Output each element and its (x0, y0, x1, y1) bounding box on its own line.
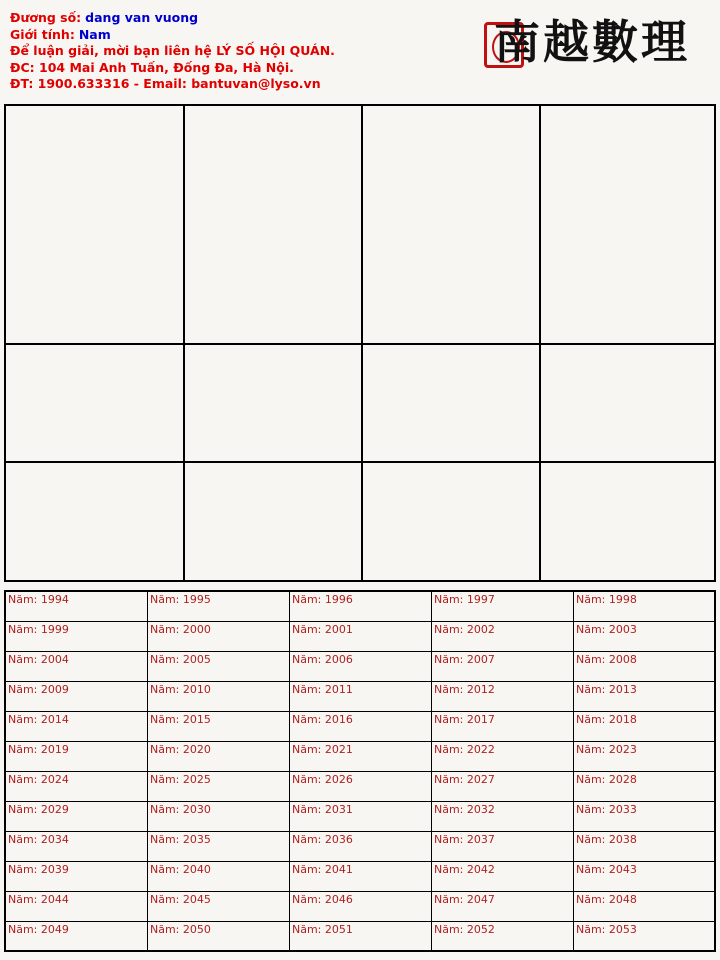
year-cell (574, 712, 714, 742)
year-cell (6, 772, 148, 802)
year-cell (148, 682, 290, 712)
year-cell (6, 862, 148, 892)
year-cell (290, 922, 432, 952)
year-number (292, 923, 353, 936)
year-value: 2018 (605, 713, 637, 726)
year-label: Năm: (434, 743, 464, 756)
year-cell (432, 622, 574, 652)
year-cell (432, 652, 574, 682)
year-number (8, 893, 69, 906)
year-value: 2025 (179, 773, 211, 786)
year-number (434, 743, 495, 756)
year-number (576, 653, 637, 666)
year-cell (6, 652, 148, 682)
year-value: 2047 (463, 893, 495, 906)
year-cell (6, 892, 148, 922)
year-value: 2045 (179, 893, 211, 906)
dai-van-cell (362, 462, 540, 580)
year-cell (290, 832, 432, 862)
year-number (434, 893, 495, 906)
year-value: 2036 (321, 833, 353, 846)
year-label: Năm: (150, 773, 180, 786)
year-label: Năm: (434, 773, 464, 786)
year-label: Năm: (8, 893, 38, 906)
year-value: 2039 (37, 863, 69, 876)
year-number (292, 713, 353, 726)
year-number (150, 773, 211, 786)
year-number (292, 743, 353, 756)
year-number (150, 863, 211, 876)
year-cell (290, 862, 432, 892)
year-label: Năm: (434, 923, 464, 936)
year-label: Năm: (8, 743, 38, 756)
year-number (434, 863, 495, 876)
gender-label: Giới tính: (10, 26, 75, 42)
year-cell (6, 592, 148, 622)
year-number (292, 623, 353, 636)
year-cell (574, 682, 714, 712)
year-label: Năm: (292, 683, 322, 696)
year-label: Năm: (434, 653, 464, 666)
year-label: Năm: (434, 623, 464, 636)
year-cell (574, 862, 714, 892)
year-number (434, 803, 495, 816)
year-number (8, 683, 69, 696)
year-label: Năm: (292, 653, 322, 666)
year-label: Năm: (8, 653, 38, 666)
year-cell (148, 802, 290, 832)
year-value: 2053 (605, 923, 637, 936)
year-number (434, 593, 495, 606)
year-number (292, 893, 353, 906)
year-value: 2026 (321, 773, 353, 786)
year-number (150, 683, 211, 696)
year-label: Năm: (292, 863, 322, 876)
dai-van-cell (184, 344, 362, 462)
year-label: Năm: (150, 713, 180, 726)
year-cell (432, 592, 574, 622)
year-cell (432, 922, 574, 952)
year-cell (574, 592, 714, 622)
year-cell (148, 862, 290, 892)
year-cell (574, 652, 714, 682)
year-number (434, 683, 495, 696)
year-number (434, 623, 495, 636)
phone-line: ĐT: 1900.633316 - Email: bantuvan@lyso.vn (10, 76, 321, 91)
year-cell (6, 622, 148, 652)
year-cell (6, 802, 148, 832)
year-number (576, 833, 637, 846)
year-cell (574, 742, 714, 772)
year-label: Năm: (292, 803, 322, 816)
contact-line: Để luận giải, mời bạn liên hệ LÝ SỐ HỘI QUÁN. (10, 43, 335, 58)
year-number (150, 593, 211, 606)
year-value: 2041 (321, 863, 353, 876)
year-label: Năm: (576, 803, 606, 816)
year-number (576, 893, 637, 906)
owner-label: Đương số: (10, 10, 82, 25)
year-number (292, 683, 353, 696)
year-number (292, 653, 353, 666)
year-label: Năm: (150, 593, 180, 606)
year-value: 2009 (37, 683, 69, 696)
year-label: Năm: (576, 623, 606, 636)
year-value: 2043 (605, 863, 637, 876)
year-number (292, 863, 353, 876)
year-cell (574, 772, 714, 802)
year-cell (148, 592, 290, 622)
gender-row (10, 27, 470, 44)
year-value: 2046 (321, 893, 353, 906)
year-cell (432, 712, 574, 742)
year-number (8, 743, 69, 756)
gender-value: Nam (78, 26, 111, 42)
year-label: Năm: (150, 863, 180, 876)
year-cell (148, 922, 290, 952)
year-number (8, 713, 69, 726)
year-label: Năm: (292, 713, 322, 726)
year-value: 2052 (463, 923, 495, 936)
year-cell (148, 742, 290, 772)
year-value: 2030 (179, 803, 211, 816)
year-value: 2014 (37, 713, 69, 726)
year-value: 2033 (605, 803, 637, 816)
year-value: 2048 (605, 893, 637, 906)
year-label: Năm: (150, 893, 180, 906)
year-value: 2028 (605, 773, 637, 786)
brand-logo-text: 南越數理 (494, 15, 690, 69)
year-cell (290, 682, 432, 712)
year-label: Năm: (8, 863, 38, 876)
year-label: Năm: (576, 923, 606, 936)
year-label: Năm: (292, 923, 322, 936)
year-cell (6, 832, 148, 862)
year-cell (148, 892, 290, 922)
year-cell (6, 742, 148, 772)
year-value: 2003 (605, 623, 637, 636)
year-value: 2011 (321, 683, 353, 696)
dai-van-cell (540, 344, 718, 462)
year-label: Năm: (576, 773, 606, 786)
year-number (434, 773, 495, 786)
year-number (8, 833, 69, 846)
year-value: 2024 (37, 773, 69, 786)
year-label: Năm: (150, 803, 180, 816)
year-number (150, 803, 211, 816)
year-value: 2006 (321, 653, 353, 666)
year-number (576, 773, 637, 786)
year-label: Năm: (8, 593, 38, 606)
year-label: Năm: (434, 683, 464, 696)
dai-van-cell (6, 462, 184, 580)
year-cell (148, 712, 290, 742)
year-value: 2042 (463, 863, 495, 876)
year-value: 2020 (179, 743, 211, 756)
pillar-cell (540, 106, 718, 344)
year-number (150, 743, 211, 756)
year-cell (574, 922, 714, 952)
year-number (292, 593, 353, 606)
year-number (576, 743, 637, 756)
year-label: Năm: (292, 833, 322, 846)
year-label: Năm: (434, 863, 464, 876)
year-cell (290, 712, 432, 742)
year-value: 2005 (179, 653, 211, 666)
year-label: Năm: (8, 623, 38, 636)
year-value: 2019 (37, 743, 69, 756)
year-number (434, 713, 495, 726)
bazi-chart-grid (4, 104, 716, 582)
year-number (434, 653, 495, 666)
year-label: Năm: (292, 893, 322, 906)
year-label: Năm: (8, 683, 38, 696)
year-value: 2031 (321, 803, 353, 816)
year-number (292, 773, 353, 786)
year-label: Năm: (576, 743, 606, 756)
brand-logo (478, 8, 714, 70)
year-cell (432, 802, 574, 832)
year-label: Năm: (576, 893, 606, 906)
year-number (434, 833, 495, 846)
year-cell (148, 832, 290, 862)
year-label: Năm: (8, 833, 38, 846)
year-cell (290, 802, 432, 832)
year-cell (290, 622, 432, 652)
chart-header (10, 10, 470, 93)
annual-luck-table (4, 590, 716, 952)
year-value: 1996 (321, 593, 353, 606)
year-value: 2044 (37, 893, 69, 906)
year-value: 1999 (37, 623, 69, 636)
year-number (576, 623, 637, 636)
year-number (8, 623, 69, 636)
year-cell (432, 772, 574, 802)
year-value: 2027 (463, 773, 495, 786)
year-label: Năm: (434, 713, 464, 726)
year-label: Năm: (434, 833, 464, 846)
year-label: Năm: (434, 593, 464, 606)
year-label: Năm: (150, 833, 180, 846)
year-value: 2050 (179, 923, 211, 936)
address-line: ĐC: 104 Mai Anh Tuấn, Đống Đa, Hà Nội. (10, 59, 294, 75)
year-label: Năm: (8, 803, 38, 816)
dai-van-cell (184, 462, 362, 580)
year-cell (574, 832, 714, 862)
year-number (576, 863, 637, 876)
year-cell (432, 742, 574, 772)
year-value: 2049 (37, 923, 69, 936)
year-number (292, 833, 353, 846)
year-label: Năm: (576, 653, 606, 666)
year-value: 2032 (463, 803, 495, 816)
year-label: Năm: (576, 593, 606, 606)
year-number (150, 623, 211, 636)
year-number (8, 863, 69, 876)
year-number (576, 593, 637, 606)
year-label: Năm: (150, 743, 180, 756)
year-value: 2040 (179, 863, 211, 876)
year-cell (574, 892, 714, 922)
year-label: Năm: (434, 803, 464, 816)
year-value: 2051 (321, 923, 353, 936)
pillar-cell (184, 106, 362, 344)
year-number (150, 923, 211, 936)
pillar-cell (6, 106, 184, 344)
year-label: Năm: (292, 743, 322, 756)
year-cell (574, 622, 714, 652)
year-value: 2001 (321, 623, 353, 636)
year-number (150, 713, 211, 726)
year-value: 2015 (179, 713, 211, 726)
year-value: 2022 (463, 743, 495, 756)
year-cell (6, 682, 148, 712)
year-value: 2002 (463, 623, 495, 636)
year-cell (432, 862, 574, 892)
year-label: Năm: (292, 773, 322, 786)
year-label: Năm: (150, 653, 180, 666)
year-label: Năm: (8, 923, 38, 936)
year-number (434, 923, 495, 936)
year-label: Năm: (292, 593, 322, 606)
year-number (576, 683, 637, 696)
year-number (150, 833, 211, 846)
year-number (576, 803, 637, 816)
dai-van-cell (6, 344, 184, 462)
year-label: Năm: (150, 623, 180, 636)
year-label: Năm: (150, 683, 180, 696)
year-cell (432, 682, 574, 712)
year-value: 2010 (179, 683, 211, 696)
year-label: Năm: (150, 923, 180, 936)
year-cell (148, 652, 290, 682)
year-number (150, 653, 211, 666)
year-cell (6, 922, 148, 952)
year-value: 2016 (321, 713, 353, 726)
year-cell (432, 832, 574, 862)
year-number (8, 803, 69, 816)
year-cell (574, 802, 714, 832)
year-number (576, 923, 637, 936)
year-cell (148, 622, 290, 652)
year-value: 2023 (605, 743, 637, 756)
year-label: Năm: (576, 833, 606, 846)
year-value: 2038 (605, 833, 637, 846)
year-number (8, 593, 69, 606)
year-number (150, 893, 211, 906)
year-number (576, 713, 637, 726)
year-number (8, 653, 69, 666)
owner-row (10, 10, 470, 27)
year-value: 2012 (463, 683, 495, 696)
year-number (8, 923, 69, 936)
year-cell (290, 772, 432, 802)
owner-name: dang van vuong (85, 10, 199, 25)
year-value: 2017 (463, 713, 495, 726)
dai-van-cell (540, 462, 718, 580)
year-value: 2037 (463, 833, 495, 846)
year-value: 2000 (179, 623, 211, 636)
year-cell (290, 742, 432, 772)
year-value: 2029 (37, 803, 69, 816)
year-label: Năm: (292, 623, 322, 636)
year-label: Năm: (576, 713, 606, 726)
year-value: 2007 (463, 653, 495, 666)
year-cell (6, 712, 148, 742)
year-value: 2035 (179, 833, 211, 846)
year-cell (290, 892, 432, 922)
year-number (8, 773, 69, 786)
year-value: 1994 (37, 593, 69, 606)
year-number (292, 803, 353, 816)
year-value: 2004 (37, 653, 69, 666)
year-value: 2013 (605, 683, 637, 696)
year-value: 1998 (605, 593, 637, 606)
year-cell (432, 892, 574, 922)
year-value: 2021 (321, 743, 353, 756)
year-cell (290, 652, 432, 682)
year-label: Năm: (434, 893, 464, 906)
year-label: Năm: (8, 773, 38, 786)
dai-van-cell (362, 344, 540, 462)
pillar-cell (362, 106, 540, 344)
year-label: Năm: (576, 863, 606, 876)
year-cell (290, 592, 432, 622)
year-value: 2008 (605, 653, 637, 666)
year-label: Năm: (8, 713, 38, 726)
year-value: 2034 (37, 833, 69, 846)
year-cell (148, 772, 290, 802)
year-label: Năm: (576, 683, 606, 696)
year-value: 1997 (463, 593, 495, 606)
year-value: 1995 (179, 593, 211, 606)
